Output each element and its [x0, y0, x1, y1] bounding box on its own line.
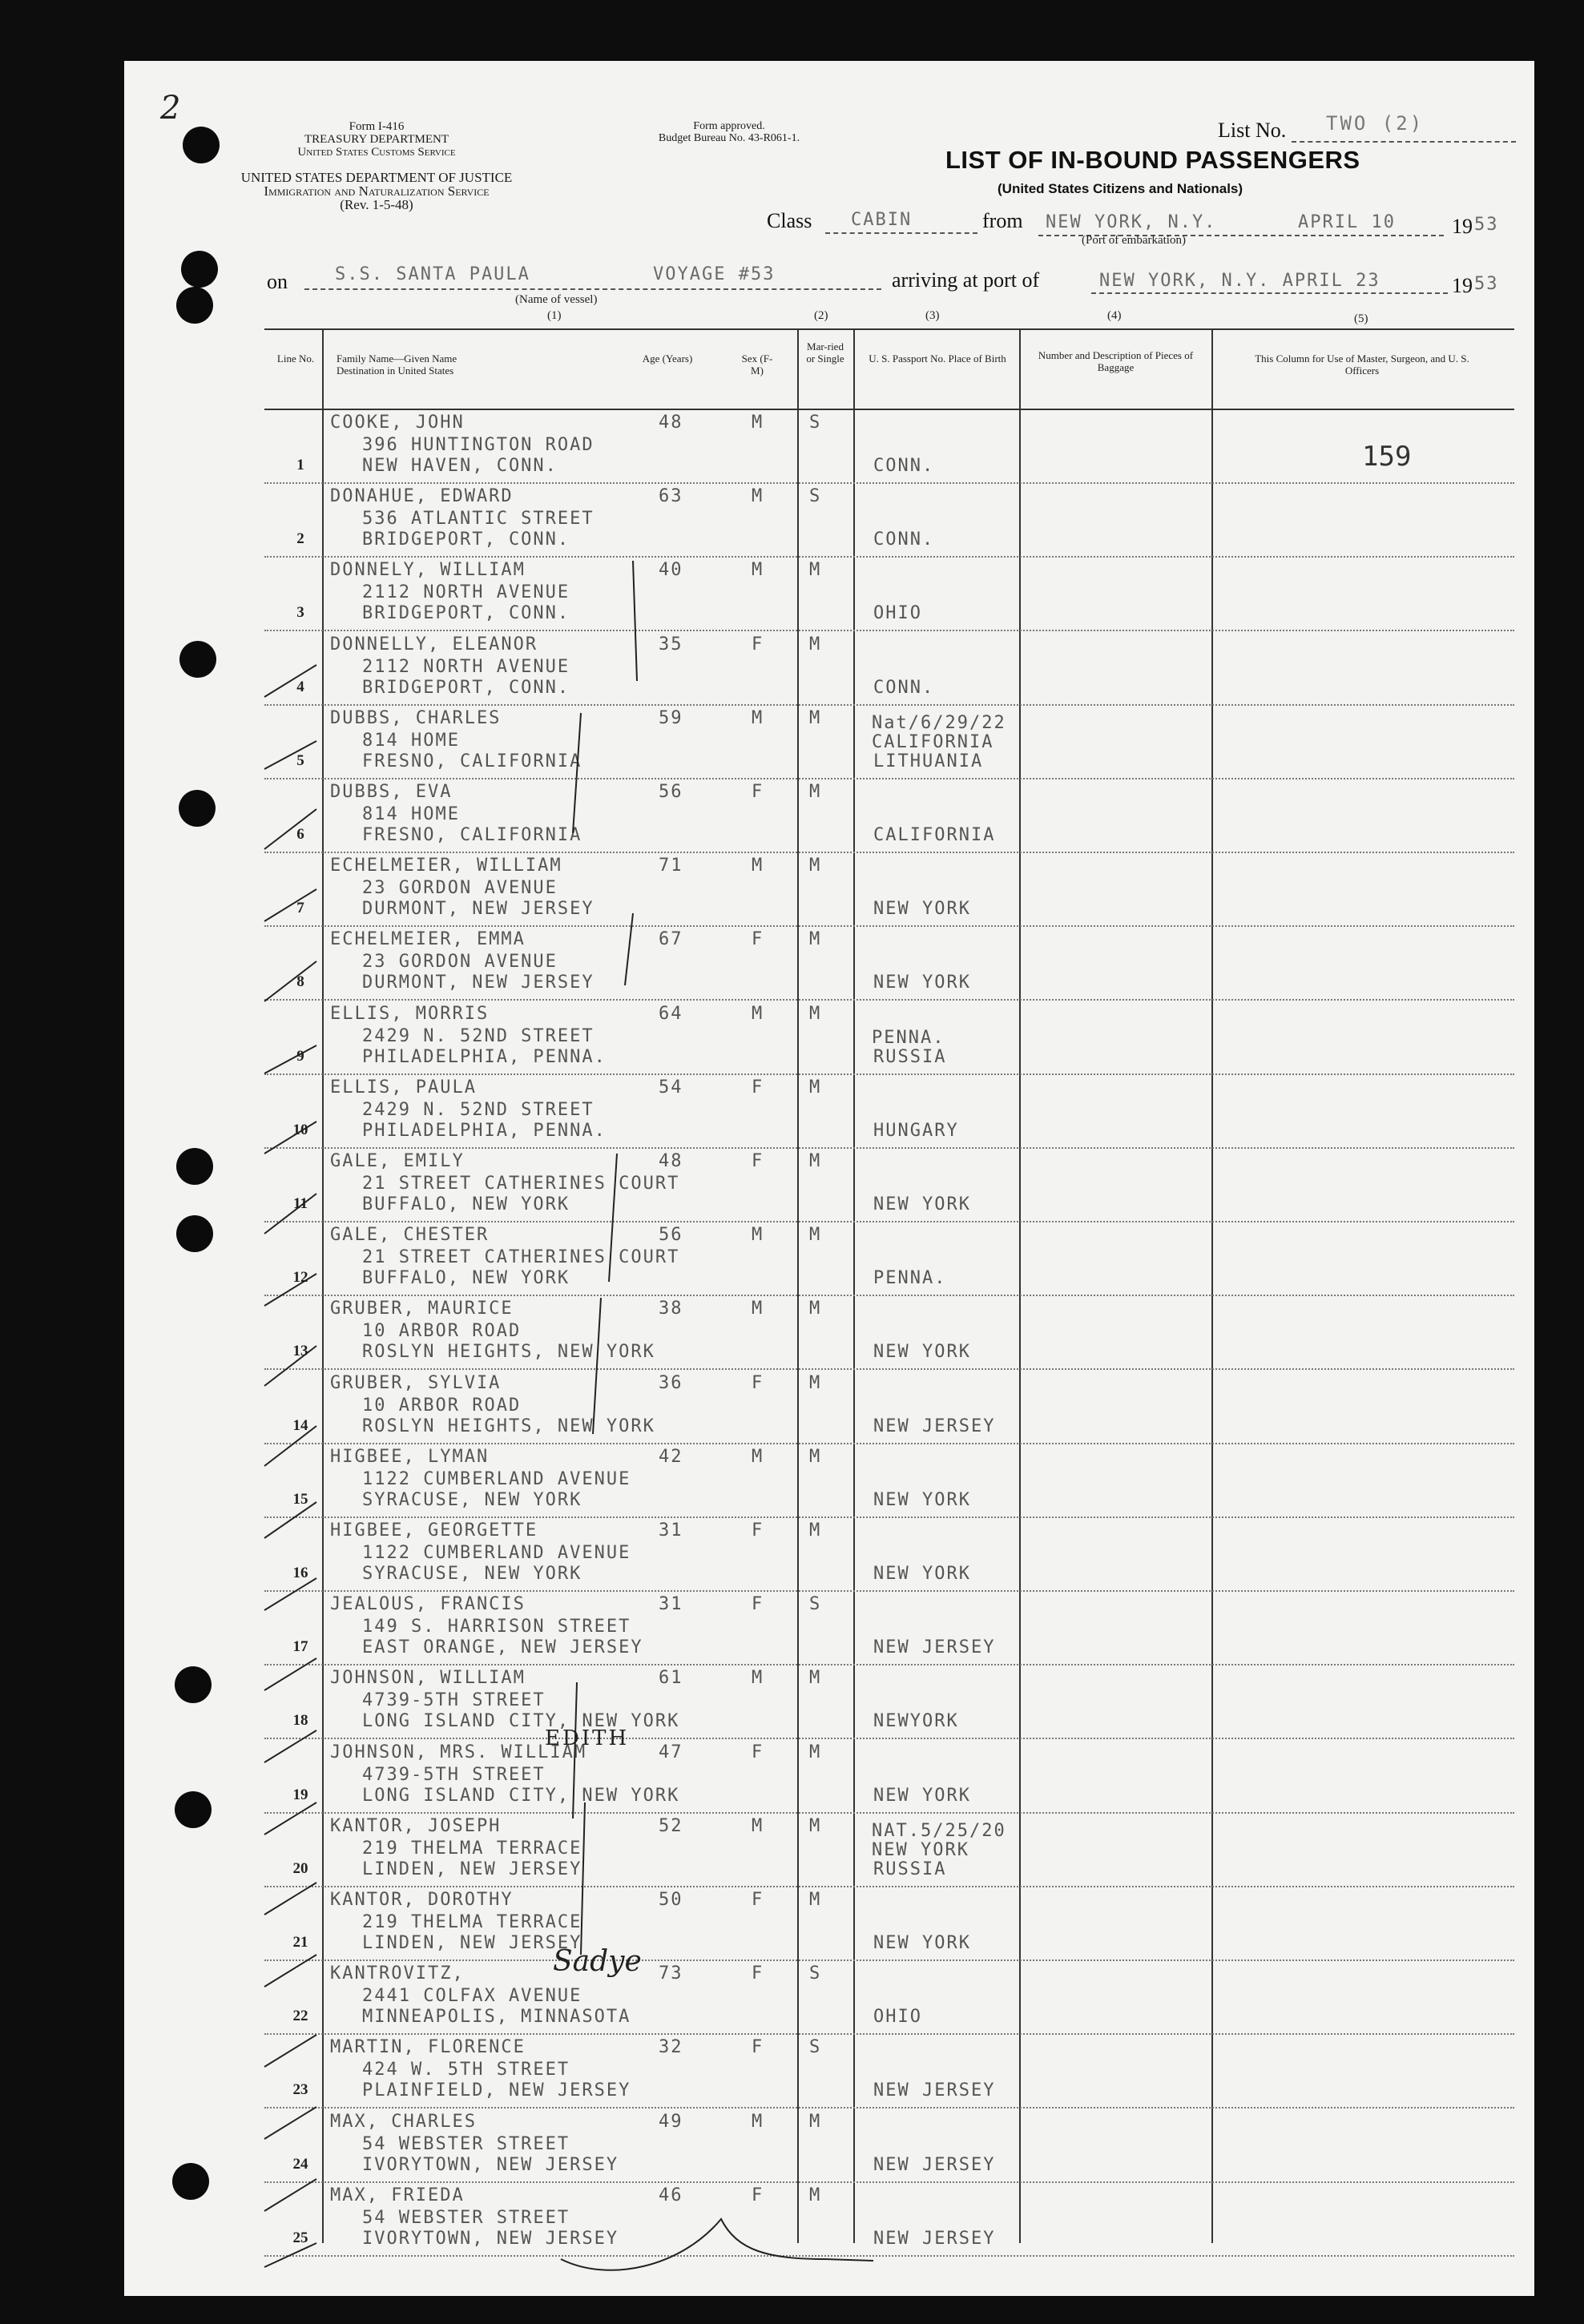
- address-street: 10 ARBOR ROAD: [362, 1395, 522, 1416]
- passenger-age: 42: [659, 1446, 683, 1467]
- passenger-sex: M: [752, 1003, 764, 1024]
- passenger-age: 38: [659, 1299, 683, 1319]
- line-number: 17: [292, 1638, 308, 1656]
- place-of-birth: NEWYORK: [873, 1711, 959, 1732]
- line-number: 14: [292, 1416, 308, 1434]
- marital-status: M: [809, 1225, 822, 1246]
- port-caption: (Port of embarkation): [1082, 234, 1186, 247]
- table-row: [0, 1592, 1584, 1665]
- place-of-birth: CALIFORNIA: [873, 825, 996, 845]
- table-row: [0, 853, 1584, 927]
- passenger-name: COOKE, JOHN: [330, 413, 465, 433]
- vessel-underline: [304, 288, 881, 290]
- place-of-birth: CONN.: [873, 456, 935, 476]
- passenger-age: 54: [659, 1077, 683, 1098]
- passenger-sex: M: [752, 560, 764, 581]
- marital-status: M: [809, 2185, 822, 2205]
- address-street: 219 THELMA TERRACE: [362, 1912, 582, 1932]
- marital-status: S: [809, 413, 822, 433]
- table-row: [0, 1296, 1584, 1370]
- passport-place: CALIFORNIA: [872, 731, 994, 752]
- table-row: [0, 632, 1584, 706]
- line-number: 8: [296, 973, 304, 991]
- passenger-name: JOHNSON, MRS. WILLIAM: [330, 1742, 587, 1762]
- passenger-age: 73: [659, 1964, 683, 1984]
- passenger-sex: M: [752, 1446, 764, 1467]
- line-number: 18: [292, 1712, 308, 1730]
- place-of-birth: NEW JERSEY: [873, 1637, 996, 1658]
- line-number: 2: [296, 530, 304, 548]
- page-title: LIST OF IN-BOUND PASSENGERS: [945, 146, 1360, 174]
- passenger-name: DUBBS, EVA: [330, 782, 453, 802]
- address-city: PHILADELPHIA, PENNA.: [362, 1046, 607, 1067]
- handwritten-name-sadye: Sadye: [553, 1945, 642, 1978]
- address-city: SYRACUSE, NEW YORK: [362, 1489, 582, 1510]
- list-number-underline: [1292, 141, 1516, 143]
- passenger-age: 47: [659, 1742, 683, 1762]
- passenger-age: 36: [659, 1372, 683, 1393]
- passenger-age: 46: [659, 2185, 683, 2205]
- stamp-number: 159: [1362, 441, 1412, 473]
- place-of-birth: NEW YORK: [873, 1342, 971, 1363]
- place-of-birth: NEW JERSEY: [873, 1416, 996, 1436]
- marital-status: S: [809, 1594, 822, 1615]
- table-row: [0, 410, 1584, 484]
- row-separator: [264, 2255, 1514, 2257]
- place-of-birth: LITHUANIA: [873, 751, 984, 771]
- passenger-name: GALE, CHESTER: [330, 1225, 490, 1246]
- table-row: [0, 779, 1584, 853]
- table-row: [0, 1961, 1584, 2035]
- vessel-caption: (Name of vessel): [515, 293, 598, 306]
- marital-status: M: [809, 1668, 822, 1689]
- table-top-border: [264, 328, 1514, 330]
- table-row: [0, 1518, 1584, 1592]
- place-of-birth: PENNA.: [873, 1268, 947, 1289]
- address-street: 396 HUNTINGTON ROAD: [362, 435, 595, 455]
- departure-year-prefix: 19: [1452, 215, 1473, 238]
- address-street: 814 HOME: [362, 804, 460, 824]
- line-number: 6: [296, 826, 304, 843]
- address-street: 4739-5TH STREET: [362, 1764, 546, 1785]
- address-city: BUFFALO, NEW YORK: [362, 1268, 570, 1289]
- column-header-officers: This Column for Use of Master, Surgeon, and U. S. Officers: [1255, 352, 1469, 377]
- passenger-name: JOHNSON, WILLIAM: [330, 1668, 526, 1689]
- column-number: (4): [1107, 309, 1122, 322]
- passenger-name: DONNELLY, ELEANOR: [330, 634, 538, 655]
- line-number: 20: [292, 1859, 308, 1877]
- place-of-birth: NEW YORK: [873, 1489, 971, 1510]
- table-row: [0, 2109, 1584, 2183]
- place-of-birth: NEW YORK: [873, 899, 971, 920]
- passenger-age: 31: [659, 1594, 683, 1615]
- table-row: [0, 1222, 1584, 1296]
- passenger-age: 56: [659, 782, 683, 802]
- passenger-name: MARTIN, FLORENCE: [330, 2037, 526, 2058]
- address-street: 54 WEBSTER STREET: [362, 2133, 570, 2154]
- line-number: 12: [292, 1269, 308, 1287]
- address-street: 1122 CUMBERLAND AVENUE: [362, 1543, 631, 1563]
- line-number: 15: [292, 1490, 308, 1508]
- line-number: 5: [296, 751, 304, 769]
- address-street: 23 GORDON AVENUE: [362, 952, 558, 973]
- marital-status: M: [809, 856, 822, 876]
- passenger-age: 52: [659, 1815, 683, 1836]
- passenger-sex: F: [752, 1594, 764, 1615]
- place-of-birth: RUSSIA: [873, 1046, 947, 1067]
- passenger-age: 49: [659, 2111, 683, 2132]
- passenger-age: 63: [659, 486, 683, 507]
- place-of-birth: NEW YORK: [873, 1785, 971, 1806]
- column-header-passport: U. S. Passport No. Place of Birth: [869, 352, 1006, 365]
- punch-hole: [183, 127, 220, 163]
- table-row: [0, 1814, 1584, 1887]
- table-row: [0, 1740, 1584, 1814]
- address-street: 2112 NORTH AVENUE: [362, 656, 570, 677]
- passenger-age: 71: [659, 856, 683, 876]
- passenger-age: 56: [659, 1225, 683, 1246]
- line-number: 3: [296, 604, 304, 622]
- address-street: 2441 COLFAX AVENUE: [362, 1986, 582, 2007]
- address-city: PLAINFIELD, NEW JERSEY: [362, 2080, 631, 2101]
- arriving-label: arriving at port of: [892, 268, 1040, 292]
- passenger-age: 48: [659, 1151, 683, 1171]
- marital-status: M: [809, 929, 822, 950]
- table-row: [0, 706, 1584, 779]
- address-city: NEW HAVEN, CONN.: [362, 456, 558, 476]
- line-number: 22: [292, 2008, 308, 2025]
- marital-status: M: [809, 1890, 822, 1910]
- passenger-name: ELLIS, PAULA: [330, 1077, 477, 1098]
- passenger-sex: M: [752, 2111, 764, 2132]
- place-of-birth: CONN.: [873, 530, 935, 550]
- address-city: DURMONT, NEW JERSEY: [362, 973, 595, 993]
- column-header-line-no: Line No.: [276, 352, 315, 365]
- address-street: 54 WEBSTER STREET: [362, 2207, 570, 2228]
- address-city: IVORYTOWN, NEW JERSEY: [362, 2228, 619, 2249]
- passenger-sex: M: [752, 1815, 764, 1836]
- line-number: 1: [296, 457, 304, 473]
- address-city: BRIDGEPORT, CONN.: [362, 677, 570, 698]
- passenger-age: 40: [659, 560, 683, 581]
- passenger-name: HIGBEE, GEORGETTE: [330, 1520, 538, 1541]
- passenger-age: 50: [659, 1890, 683, 1910]
- marital-status: M: [809, 1077, 822, 1098]
- passenger-sex: F: [752, 782, 764, 802]
- list-number-label: List No.: [1218, 119, 1287, 142]
- passenger-sex: M: [752, 856, 764, 876]
- place-of-birth: OHIO: [873, 2007, 922, 2028]
- column-number: (5): [1354, 312, 1368, 325]
- passenger-sex: F: [752, 2185, 764, 2205]
- line-number: 21: [292, 1934, 308, 1951]
- address-city: SYRACUSE, NEW YORK: [362, 1564, 582, 1584]
- line-number: 7: [296, 900, 304, 917]
- address-street: 424 W. 5TH STREET: [362, 2060, 570, 2080]
- address-city: MINNEAPOLIS, MINNASOTA: [362, 2007, 631, 2028]
- place-of-birth: NEW JERSEY: [873, 2154, 996, 2175]
- column-header-sex: Sex (F-M): [741, 352, 773, 377]
- passenger-age: 67: [659, 929, 683, 950]
- handwritten-name-edith: EDITH: [545, 1726, 630, 1750]
- table-row: [0, 558, 1584, 631]
- line-number: 19: [292, 1786, 308, 1803]
- address-city: EAST ORANGE, NEW JERSEY: [362, 1637, 643, 1658]
- table-row: [0, 1075, 1584, 1149]
- page-subtitle: (United States Citizens and Nationals): [998, 181, 1243, 196]
- marital-status: M: [809, 1151, 822, 1171]
- line-number: 11: [293, 1195, 308, 1212]
- passenger-name: KANTROVITZ,: [330, 1964, 465, 1984]
- justice-block: UNITED STATES DEPARTMENT OF JUSTICE Immigration and Naturalization Service (Rev. 1-5-48): [240, 170, 513, 212]
- passport-place: NEW YORK: [872, 1839, 969, 1860]
- departure-year: 53: [1474, 215, 1499, 235]
- marital-status: S: [809, 486, 822, 507]
- place-of-birth: CONN.: [873, 677, 935, 698]
- punch-hole: [176, 287, 213, 324]
- address-street: 814 HOME: [362, 730, 460, 751]
- place-of-birth: RUSSIA: [873, 1859, 947, 1879]
- address-city: FRESNO, CALIFORNIA: [362, 825, 582, 845]
- passenger-age: 64: [659, 1003, 683, 1024]
- address-city: LONG ISLAND CITY, NEW YORK: [362, 1785, 680, 1806]
- passenger-name: DUBBS, CHARLES: [330, 707, 502, 728]
- marital-status: M: [809, 1003, 822, 1024]
- form-agency-block: Form I-416 TREASURY DEPARTMENT United States Customs Service: [297, 120, 456, 159]
- passenger-name: MAX, CHARLES: [330, 2111, 477, 2132]
- passenger-name: KANTOR, JOSEPH: [330, 1815, 502, 1836]
- address-city: ROSLYN HEIGHTS, NEW YORK: [362, 1416, 655, 1436]
- marital-status: M: [809, 1520, 822, 1541]
- departure-date: APRIL 10: [1298, 212, 1396, 232]
- passenger-name: KANTOR, DOROTHY: [330, 1890, 514, 1910]
- passport-place: PENNA.: [872, 1027, 945, 1048]
- passenger-age: 35: [659, 634, 683, 655]
- address-street: 21 STREET CATHERINES COURT: [362, 1247, 680, 1268]
- passenger-age: 59: [659, 707, 683, 728]
- passenger-sex: F: [752, 1890, 764, 1910]
- passenger-sex: F: [752, 1077, 764, 1098]
- marital-status: S: [809, 2037, 822, 2058]
- address-city: PHILADELPHIA, PENNA.: [362, 1120, 607, 1141]
- passenger-name: MAX, FRIEDA: [330, 2185, 465, 2205]
- passenger-sex: M: [752, 413, 764, 433]
- place-of-birth: HUNGARY: [873, 1120, 959, 1141]
- naturalization-note: Nat/6/29/22: [872, 712, 1006, 733]
- place-of-birth: NEW JERSEY: [873, 2228, 996, 2249]
- passenger-name: GRUBER, MAURICE: [330, 1299, 514, 1319]
- address-city: ROSLYN HEIGHTS, NEW YORK: [362, 1342, 655, 1363]
- passenger-sex: M: [752, 707, 764, 728]
- address-street: 10 ARBOR ROAD: [362, 1321, 522, 1342]
- passenger-sex: F: [752, 1742, 764, 1762]
- marital-status: M: [809, 560, 822, 581]
- address-street: 149 S. HARRISON STREET: [362, 1617, 631, 1637]
- address-street: 4739-5TH STREET: [362, 1690, 546, 1711]
- line-number: 13: [292, 1343, 308, 1360]
- address-city: FRESNO, CALIFORNIA: [362, 751, 582, 771]
- class-underline: [825, 232, 977, 234]
- voyage-number: VOYAGE #53: [653, 264, 776, 284]
- passenger-sex: F: [752, 1520, 764, 1541]
- arrival-year-prefix: 19: [1452, 274, 1473, 297]
- address-street: 23 GORDON AVENUE: [362, 878, 558, 899]
- marital-status: M: [809, 1815, 822, 1836]
- line-number: 10: [292, 1121, 308, 1138]
- table-row: [0, 1665, 1584, 1739]
- address-street: 2429 N. 52ND STREET: [362, 1099, 595, 1120]
- passenger-name: ECHELMEIER, EMMA: [330, 929, 526, 950]
- line-number: 25: [292, 2229, 308, 2246]
- line-number: 23: [292, 2081, 308, 2099]
- passenger-sex: M: [752, 1225, 764, 1246]
- passenger-sex: F: [752, 2037, 764, 2058]
- passenger-age: 32: [659, 2037, 683, 2058]
- passenger-age: 61: [659, 1668, 683, 1689]
- address-city: LINDEN, NEW JERSEY: [362, 1859, 582, 1879]
- address-street: 219 THELMA TERRACE: [362, 1838, 582, 1859]
- column-number: (2): [814, 309, 828, 322]
- arrival-year: 53: [1474, 274, 1499, 294]
- passenger-sex: F: [752, 634, 764, 655]
- punch-hole: [181, 251, 218, 288]
- line-number: 4: [296, 678, 304, 695]
- place-of-birth: NEW YORK: [873, 1933, 971, 1953]
- address-street: 2112 NORTH AVENUE: [362, 582, 570, 603]
- list-number-value: TWO (2): [1326, 112, 1425, 135]
- passenger-name: ELLIS, MORRIS: [330, 1003, 490, 1024]
- approval-block: Form approved. Budget Bureau No. 43-R061-1.: [658, 120, 800, 144]
- place-of-birth: OHIO: [873, 603, 922, 624]
- table-row: [0, 1371, 1584, 1444]
- passenger-name: HIGBEE, LYMAN: [330, 1446, 490, 1467]
- table-row: [0, 1887, 1584, 1961]
- address-city: BRIDGEPORT, CONN.: [362, 530, 570, 550]
- address-street: 536 ATLANTIC STREET: [362, 509, 595, 530]
- class-label: Class: [767, 209, 812, 232]
- from-value: NEW YORK, N.Y.: [1046, 212, 1217, 232]
- line-number: 24: [292, 2155, 308, 2173]
- address-city: IVORYTOWN, NEW JERSEY: [362, 2154, 619, 2175]
- passenger-age: 48: [659, 413, 683, 433]
- arrival-port-date: NEW YORK, N.Y. APRIL 23: [1099, 271, 1380, 291]
- table-row: [0, 2035, 1584, 2109]
- column-header-age: Age (Years): [642, 352, 693, 365]
- marital-status: M: [809, 634, 822, 655]
- naturalization-note: NAT.5/25/20: [872, 1820, 1006, 1841]
- address-city: BRIDGEPORT, CONN.: [362, 603, 570, 624]
- class-value: CABIN: [851, 210, 913, 230]
- address-street: 2429 N. 52ND STREET: [362, 1025, 595, 1046]
- table-row: [0, 1149, 1584, 1222]
- marital-status: M: [809, 1446, 822, 1467]
- table-row: [0, 1001, 1584, 1075]
- address-city: DURMONT, NEW JERSEY: [362, 899, 595, 920]
- on-label: on: [267, 270, 288, 293]
- place-of-birth: NEW YORK: [873, 1194, 971, 1214]
- line-number: 9: [296, 1047, 304, 1065]
- marital-status: M: [809, 1742, 822, 1762]
- marital-status: S: [809, 1964, 822, 1984]
- place-of-birth: NEW JERSEY: [873, 2080, 996, 2101]
- marital-status: M: [809, 782, 822, 802]
- passenger-sex: M: [752, 1299, 764, 1319]
- passenger-sex: F: [752, 929, 764, 950]
- table-row: [0, 484, 1584, 558]
- passenger-name: JEALOUS, FRANCIS: [330, 1594, 526, 1615]
- address-city: LINDEN, NEW JERSEY: [362, 1933, 582, 1953]
- place-of-birth: NEW YORK: [873, 1564, 971, 1584]
- address-street: 21 STREET CATHERINES COURT: [362, 1174, 680, 1194]
- corner-mark: 2: [160, 90, 181, 127]
- column-number: (3): [925, 309, 940, 322]
- place-of-birth: NEW YORK: [873, 973, 971, 993]
- passenger-sex: F: [752, 1151, 764, 1171]
- column-number: (1): [547, 309, 562, 322]
- arrival-underline: [1091, 292, 1448, 294]
- column-header-married: Mar-ried or Single: [806, 340, 844, 365]
- address-city: LONG ISLAND CITY, NEW YORK: [362, 1711, 680, 1732]
- marital-status: M: [809, 1299, 822, 1319]
- passenger-sex: F: [752, 1372, 764, 1393]
- passenger-sex: F: [752, 1964, 764, 1984]
- passenger-name: GALE, EMILY: [330, 1151, 465, 1171]
- passenger-age: 31: [659, 1520, 683, 1541]
- table-row: [0, 2183, 1584, 2257]
- passenger-name: DONAHUE, EDWARD: [330, 486, 514, 507]
- vessel-name: S.S. SANTA PAULA: [335, 264, 530, 284]
- column-header-name: Family Name—Given Name Destination in United States: [337, 352, 457, 377]
- table-row: [0, 1444, 1584, 1518]
- passenger-name: GRUBER, SYLVIA: [330, 1372, 502, 1393]
- passenger-name: DONNELY, WILLIAM: [330, 560, 526, 581]
- passenger-sex: M: [752, 486, 764, 507]
- address-city: BUFFALO, NEW YORK: [362, 1194, 570, 1214]
- marital-status: M: [809, 2111, 822, 2132]
- passenger-name: ECHELMEIER, WILLIAM: [330, 856, 562, 876]
- line-number: 16: [292, 1565, 308, 1581]
- marital-status: M: [809, 1372, 822, 1393]
- address-street: 1122 CUMBERLAND AVENUE: [362, 1468, 631, 1489]
- passenger-sex: M: [752, 1668, 764, 1689]
- table-row: [0, 927, 1584, 1001]
- column-header-baggage: Number and Description of Pieces of Baggage: [1038, 349, 1194, 373]
- marital-status: M: [809, 707, 822, 728]
- from-label: from: [982, 209, 1023, 232]
